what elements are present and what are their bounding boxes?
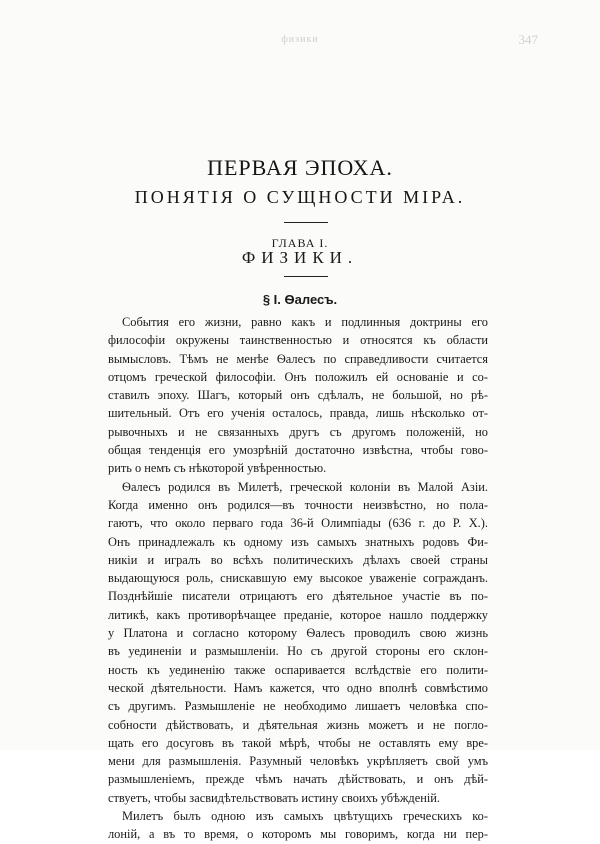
text-line: философіи окружены таинственностью и относятся къ области (108, 333, 488, 348)
text-line: ставилъ эпоху. Шагъ, который онъ сдѣлалъ, не большой, но рѣ- (108, 388, 488, 403)
chapter-divider (284, 276, 328, 277)
page-number: 347 (518, 32, 538, 47)
text-line: у Платона и согласно которому Ѳалесъ проводилъ свою жизнь (108, 626, 488, 641)
text-line: Милетъ былъ одною изъ самыхъ цвѣтущихъ греческихъ ко- (122, 809, 488, 824)
epoch-subtitle: ПОНЯТІЯ О СУЩНОСТИ МІРА. (134, 187, 466, 207)
body-text (108, 313, 488, 844)
text-line: съ другимъ. Размышленіе не необходимо лишаетъ человѣка спо- (108, 699, 488, 714)
text-line: Когда именно онъ родился—въ точности неизвѣстно, но пола- (108, 497, 488, 512)
running-head (0, 34, 600, 48)
text-line: вымысловъ. Тѣмъ не менѣе Ѳалесъ по справедливости считается (108, 351, 488, 366)
text-line: ность къ уединенію также оспаривается вслѣдствіе его полити- (108, 662, 488, 677)
text-line: Позднѣйшіе писатели отрицаютъ его дѣятельное участіе въ по- (108, 589, 488, 604)
running-head-title: физики (281, 34, 319, 45)
text-line: общая тенденція его умозрѣній достаточно извѣстна, чтобы гово- (108, 443, 488, 458)
text-line: размышленіемъ, прежде чѣмъ начать дѣйствовать, и онъ дѣй- (108, 772, 488, 787)
text-line: гаютъ, что около перваго года 36-й Олимпіады (636 г. до Р. Х.). (108, 516, 488, 531)
text-line: отцомъ греческой философіи. Онъ положилъ ей основаніе и со- (108, 369, 488, 384)
text-line: лоній, а въ то время, о которомъ мы говоримъ, когда ни пер- (108, 827, 488, 842)
text-line: ствуетъ, чтобы засвидѣтельствовать истину своихъ убѣжденій. (108, 790, 441, 805)
text-line: собности дѣйствовать, и дѣятельная жизнь можетъ и не погло- (108, 717, 488, 732)
text-line: Онъ принадлежалъ къ одному изъ самыхъ знатныхъ родовъ Фи- (108, 534, 488, 549)
title-divider (284, 222, 328, 223)
text-line: выдающуюся роль, снискавшую ему высокое уваженіе согражданъ. (108, 571, 488, 586)
chapter-title: ФИЗИКИ. (241, 248, 359, 267)
text-line: никіи и игралъ во всѣхъ политическихъ дѣлахъ своей страны (108, 552, 488, 567)
text-line: События его жизни, равно какъ и подлинныя доктрины его (122, 315, 488, 329)
epoch-title: ПЕРВАЯ ЭПОХА. (207, 155, 393, 180)
text-line: шительный. Отъ его ученія осталось, правда, лишь нѣсколько от- (108, 406, 488, 421)
text-line: ческой дѣятельности. Намъ кажется, что одно вполнѣ совмѣстимо (108, 680, 488, 695)
section-title: § I. Ѳалесъ. (262, 292, 338, 307)
text-line: въ уединеніи и размышленіи. Но съ другой стороны его склон- (108, 644, 488, 659)
chapter-label: ГЛАВА I. (271, 236, 329, 250)
text-line: литикѣ, какъ противорѣчащее преданіе, которое нашло поддержку (108, 607, 488, 622)
text-line: Ѳалесъ родился въ Милетѣ, греческой колоніи въ Малой Азіи. (122, 479, 488, 494)
text-line: рить о немъ съ нѣкоторой увѣренностью. (108, 461, 327, 476)
text-line: мени для размышленія. Разумный человѣкъ укрѣпляетъ свой умъ (108, 754, 488, 769)
text-line: рывочныхъ и не связанныхъ другъ съ другомъ положеній, но (108, 424, 488, 439)
text-line: щать его досуговъ въ такой мѣрѣ, чтобы не оставлять ему вре- (108, 735, 488, 750)
